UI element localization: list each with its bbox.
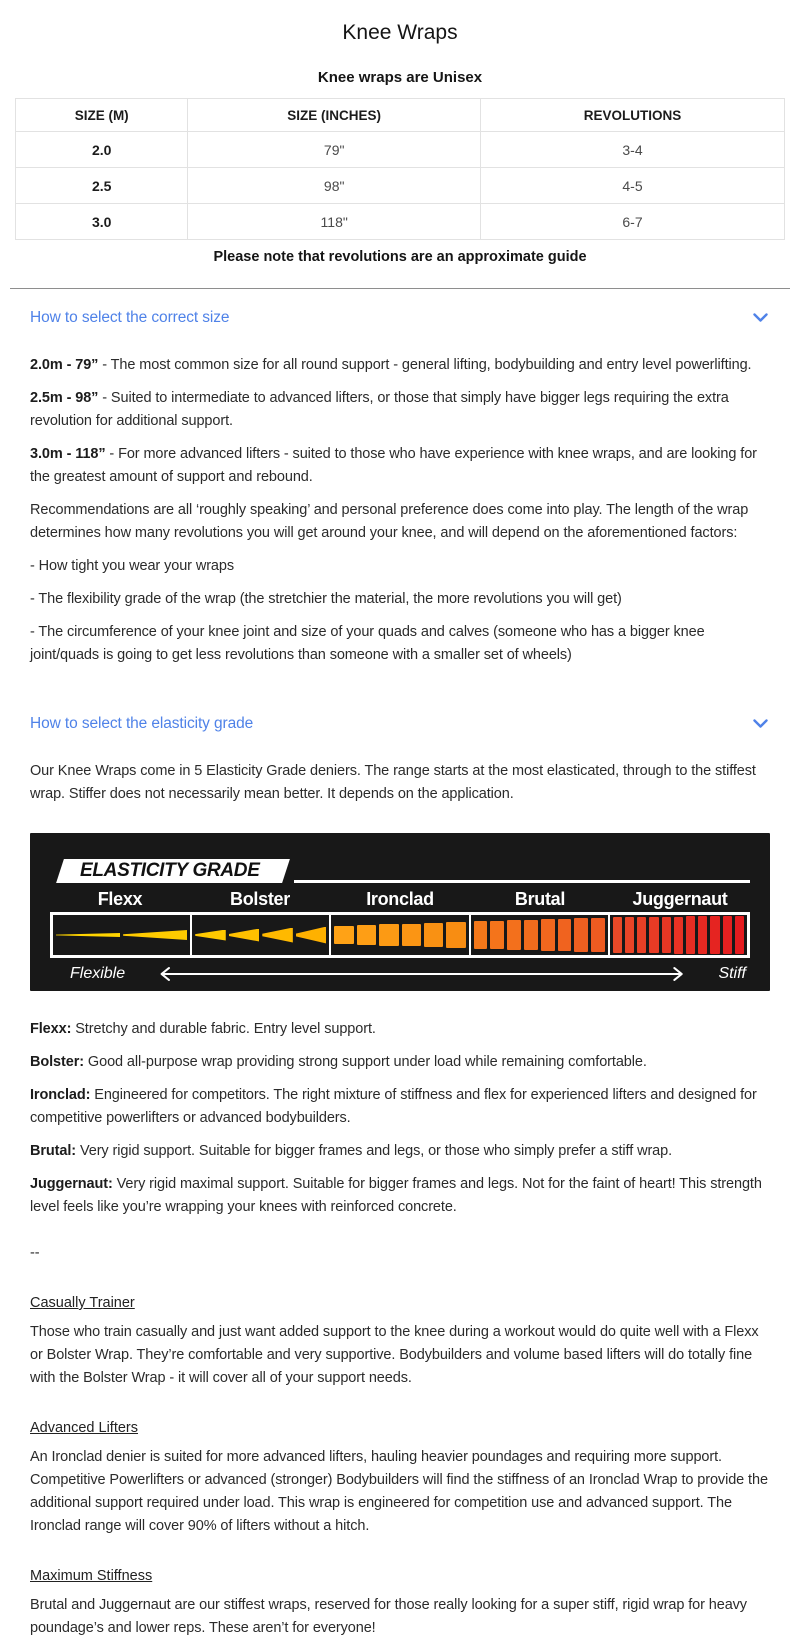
flexible-stiff-arrow-icon <box>151 966 692 982</box>
stiff-label: Stiff <box>718 965 746 982</box>
elasticity-intro: Our Knee Wraps come in 5 Elasticity Grade deniers. The range starts at the most elasticated, through to the stiffest wrap. Stiffer does not necessarily mean better. It depends on the application. <box>30 763 756 802</box>
advice-paragraph: An Ironclad denier is suited for more advanced lifters, hauling heavier poundages and requiring more support. Competitive Powerlifters or advanced (stronger) Bodybuilders will find the stiffness of an Ironclad Wrap to provide the additional support required under load. This wrap is engineered for competition use and advanced support. The Ironclad range will cover 90% of lifters without a hitch. <box>30 1449 768 1534</box>
grade-bar-segment <box>490 921 504 950</box>
grade-description <box>30 1051 770 1074</box>
grade-bar-segment <box>625 917 634 953</box>
table-header-row <box>16 99 785 132</box>
grade-label-ironclad: Ironclad <box>366 889 434 909</box>
grade-label-brutal: Brutal <box>514 889 566 909</box>
grade-bar-segment <box>637 917 646 953</box>
grade-description <box>30 1084 770 1130</box>
size-paragraph-bold: 3.0m - 118” <box>30 446 106 462</box>
grade-bar-segment <box>357 925 376 945</box>
size-paragraph-text: - The most common size for all round support - general lifting, bodybuilding and entry level powerlifting. <box>98 357 752 373</box>
page-title: Knee Wraps <box>342 21 458 44</box>
size-paragraph <box>30 621 770 667</box>
table-cell: 2.0 <box>16 132 188 168</box>
grade-description-text: Stretchy and durable fabric. Entry level support. <box>71 1021 376 1037</box>
size-table-wrap <box>0 86 800 240</box>
grade-bar-segment <box>710 916 719 954</box>
table-row <box>16 204 785 240</box>
accordion-correct-size-label: How to select the correct size <box>30 309 230 326</box>
banner-title-box <box>56 859 289 883</box>
size-paragraph <box>30 387 770 433</box>
grade-bar-segment <box>613 917 622 953</box>
grade-bar-segment <box>229 929 260 942</box>
accordion-correct-size[interactable] <box>30 309 770 327</box>
size-paragraph-text: - How tight you wear your wraps <box>30 558 235 574</box>
grade-label-juggernaut: Juggernaut <box>632 889 728 909</box>
table-cell: 6-7 <box>481 204 785 240</box>
table-cell: 4-5 <box>481 168 785 204</box>
grade-description <box>30 1173 770 1219</box>
grade-bar-segment <box>195 930 226 941</box>
size-paragraph <box>30 499 770 545</box>
grade-bar-segment <box>541 919 555 950</box>
grade-bar-segment <box>723 916 732 954</box>
chevron-down-icon[interactable] <box>753 313 768 323</box>
grade-description-bold: Flexx: <box>30 1021 72 1037</box>
size-paragraph-text: - Suited to intermediate to advanced lifters, or those that simply have bigger legs requiring the extra revolution for additional support. <box>30 390 729 429</box>
grade-bar-segment <box>524 920 538 951</box>
flexible-stiff-row <box>50 965 750 983</box>
grade-bar-segment <box>379 924 398 945</box>
size-paragraph <box>30 443 770 489</box>
col-header-revolutions: REVOLUTIONS <box>481 99 785 132</box>
advice-paragraph: Those who train casually and just want added support to the knee during a workout would do quite well with a Flexx or Bolster Wrap. They’re comfortable and very supportive. Bodybuilders and volume based lifters will do totally fine with the Bolster Wrap - it will cover all of your support needs. <box>30 1324 759 1386</box>
size-paragraph-text: - For more advanced lifters - suited to those who have experience with knee wraps, and are looking for the greatest amount of support and rebound. <box>30 446 757 485</box>
grade-bar-segment <box>674 917 683 954</box>
grade-label-bolster: Bolster <box>230 889 290 909</box>
grade-description <box>30 1018 770 1041</box>
grade-bar-section-ironclad <box>331 915 470 955</box>
separator-dashes: -- <box>30 1245 40 1261</box>
table-cell: 98" <box>188 168 481 204</box>
table-row <box>16 132 785 168</box>
size-paragraph-bold: 2.5m - 98” <box>30 390 99 406</box>
grade-bar-section-flexx <box>53 915 192 955</box>
grade-bar-section-bolster <box>192 915 331 955</box>
grade-bar-segment <box>591 918 605 952</box>
size-table <box>15 98 785 240</box>
grade-description-bold: Brutal: <box>30 1143 77 1159</box>
grade-description-text: Engineered for competitors. The right mixture of stiffness and flex for experienced lifters and designed for competitive powerlifters or advanced bodybuilders. <box>30 1087 757 1126</box>
grade-bar-segment <box>262 928 293 943</box>
table-note: Please note that revolutions are an approximate guide <box>213 249 587 265</box>
grade-description-bold: Juggernaut: <box>30 1176 113 1192</box>
size-paragraph-text: - The flexibility grade of the wrap (the stretchier the material, the more revolutions you will get) <box>30 591 622 607</box>
grade-bar-segment <box>296 927 327 944</box>
grade-description-bold: Bolster: <box>30 1054 84 1070</box>
grade-bar-section-brutal <box>471 915 610 955</box>
chevron-down-icon[interactable] <box>753 719 768 729</box>
size-paragraph-text: - The circumference of your knee joint and size of your quads and calves (someone who has a bigger knee joint/quads is going to get less revolutions than someone with a smaller set of wheels) <box>30 624 705 663</box>
grade-bar-segment <box>402 924 421 947</box>
grade-bar-segment <box>474 921 488 949</box>
table-cell: 3-4 <box>481 132 785 168</box>
col-header-size-inches: SIZE (INCHES) <box>188 99 481 132</box>
grade-bar-segment <box>334 926 353 944</box>
grade-description <box>30 1140 770 1163</box>
grade-bar-segment <box>698 916 707 953</box>
grade-bar-segment <box>123 930 187 940</box>
table-row <box>16 168 785 204</box>
grade-bar-segment <box>446 922 465 948</box>
grade-label-flexx: Flexx <box>97 889 143 909</box>
advice-heading-maximum-stiffness: Maximum Stiffness <box>30 1568 153 1584</box>
grade-bar-segment <box>662 917 671 954</box>
elasticity-grade-banner <box>30 833 770 991</box>
table-cell: 118" <box>188 204 481 240</box>
advice-paragraph: Brutal and Juggernaut are our stiffest wraps, reserved for those really looking for a super stiff, rigid wrap for heavy poundage’s and lower reps. These aren’t for everyone! <box>30 1597 747 1636</box>
flexible-label: Flexible <box>70 965 126 982</box>
grade-labels-row <box>50 889 750 910</box>
advice-heading-advanced-lifters: Advanced Lifters <box>30 1420 139 1436</box>
grade-bar-segment <box>56 933 120 937</box>
grade-bar-segment <box>558 919 572 951</box>
table-cell: 2.5 <box>16 168 188 204</box>
banner-title-row <box>50 859 750 883</box>
col-header-size-m: SIZE (M) <box>16 99 188 132</box>
grade-bar-segment <box>507 920 521 950</box>
section-divider <box>10 288 790 289</box>
accordion-elasticity-grade[interactable] <box>30 715 770 733</box>
grade-bar <box>50 912 750 958</box>
grade-bar-segment <box>574 918 588 951</box>
grade-description-text: Very rigid support. Suitable for bigger frames and legs, or those who simply prefer a stiff wrap. <box>76 1143 673 1159</box>
grade-description-bold: Ironclad: <box>30 1087 91 1103</box>
grade-bar-segment <box>649 917 658 954</box>
table-cell: 3.0 <box>16 204 188 240</box>
size-paragraph-text: Recommendations are all ‘roughly speaking’ and personal preference does come into play. The length of the wrap determines how many revolutions you will get around your knee, and will depend on the aforementioned factors: <box>30 502 749 541</box>
grade-description-text: Very rigid maximal support. Suitable for bigger frames and legs. Not for the faint of heart! This strength level feels like you’re wrapping your knees with reinforced concrete. <box>30 1176 762 1215</box>
grade-bar-section-juggernaut <box>610 915 747 955</box>
size-paragraph-bold: 2.0m - 79” <box>30 357 99 373</box>
banner-title-line <box>294 880 750 883</box>
content-area <box>0 309 800 1640</box>
table-cell: 79" <box>188 132 481 168</box>
grade-bar-segment <box>735 916 744 954</box>
grade-description-text: Good all-purpose wrap providing strong support under load while remaining comfortable. <box>84 1054 647 1070</box>
advice-heading-casually-trainer: Casually Trainer <box>30 1295 135 1311</box>
accordion-elasticity-grade-label: How to select the elasticity grade <box>30 715 254 732</box>
banner-title: ELASTICITY GRADE <box>80 860 260 881</box>
size-paragraph <box>30 588 770 611</box>
grade-bar-segment <box>424 923 443 947</box>
size-paragraph <box>30 354 770 377</box>
size-paragraph <box>30 555 770 578</box>
page-subtitle: Knee wraps are Unisex <box>317 69 483 86</box>
grade-bar-segment <box>686 916 695 953</box>
